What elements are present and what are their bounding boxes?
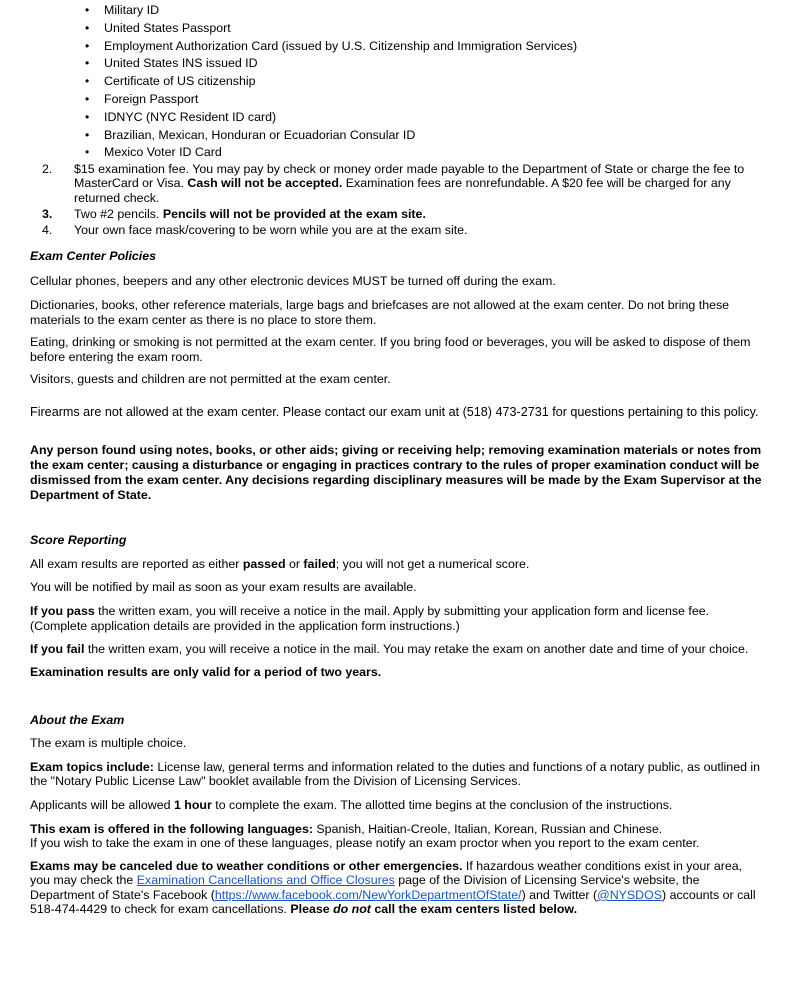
list-item: • Brazilian, Mexican, Honduran or Ecuadorian Consular ID [104, 127, 762, 145]
id-list [30, 2, 762, 162]
list-item: • United States INS issued ID [104, 55, 762, 73]
list-item: • Certificate of US citizenship [104, 73, 762, 91]
list-item: • IDNYC (NYC Resident ID card) [104, 109, 762, 127]
policy-paragraph: Dictionaries, books, other reference materials, large bags and briefcases are not allowed at the exam center. Do not bring these materials to the exam center as there is no place to store them. [30, 298, 730, 327]
list-item: • Mexico Voter ID Card [104, 144, 762, 162]
facebook-link[interactable]: https://www.facebook.com/NewYorkDepartmentOfState/ [214, 887, 522, 902]
policy-paragraph: Eating, drinking or smoking is not permitted at the exam center. If you bring food or beverages, you will be asked to dispose of them before entering the exam room. [30, 335, 751, 364]
score-paragraph: If you pass the written exam, you will receive a notice in the mail. Apply by submitting your application form and license fee. (Complete application details are provided in the application form instructions.) [30, 604, 710, 633]
score-paragraph: If you fail the written exam, you will receive a notice in the mail. You may retake the exam on another date and time of your choice. [30, 642, 749, 657]
list-item: • Employment Authorization Card (issued by U.S. Citizenship and Immigration Services) [104, 38, 762, 56]
requirement-pencils: 3. Two #2 pencils. Pencils will not be provided at the exam site. [42, 206, 426, 221]
section-heading-scores: Score Reporting [30, 533, 127, 548]
requirements-list [30, 162, 762, 237]
about-paragraph: The exam is multiple choice. [30, 735, 187, 750]
section-heading-about: About the Exam [30, 712, 125, 727]
section-heading-policies: Exam Center Policies [30, 249, 157, 264]
about-paragraph: Exams may be canceled due to weather conditions or other emergencies. If hazardous weather conditions exist in your area, you may check the Examination Cancellations and Office Closures page of the Division of Licensing Service's website, the Department of State's Facebook (https://www.facebook.com/NewYorkDepartmentOfState/) and Twitter (@NYSDOS) accounts or call 518-474-4429 to check for exam cancellations. Please do not call the exam centers listed below. [30, 858, 756, 917]
requirement-fee: 2. $15 examination fee. You may pay by check or money order made payable to the Department of State or charge the fee to MasterCard or Visa. Cash will not be accepted. Examination fees are nonrefundable. A $20 fee will be charged for any returned check. [42, 162, 745, 205]
score-paragraph: All exam results are reported as either passed or failed; you will not get a numerical score. [30, 557, 530, 572]
requirement-mask: 4. Your own face mask/covering to be worn while you are at the exam site. [42, 222, 468, 237]
twitter-link[interactable]: @NYSDOS [597, 887, 663, 902]
list-item: • United States Passport [104, 20, 762, 38]
score-paragraph: You will be notified by mail as soon as your exam results are available. [30, 580, 417, 595]
score-validity: Examination results are only valid for a period of two years. [30, 664, 382, 679]
list-item: • Military ID [104, 2, 762, 20]
about-paragraph: Exam topics include: License law, general terms and information related to the duties and functions of a notary public, as outlined in the "Notary Public License Law" booklet available from the Division of Licensing Services. [30, 759, 761, 789]
about-paragraph: Applicants will be allowed 1 hour to complete the exam. The allotted time begins at the conclusion of the instructions. [30, 797, 673, 812]
item-number: 4. [42, 222, 53, 237]
list-item: • Foreign Passport [104, 91, 762, 109]
item-number: 2. [42, 162, 53, 177]
about-paragraph: This exam is offered in the following languages: Spanish, Haitian-Creole, Italian, Korean, Russian and Chinese. If you wish to take the exam in one of these languages, please notify an exam proctor when you report to the exam center. [30, 821, 700, 851]
conduct-warning: Any person found using notes, books, or other aids; giving or receiving help; removing examination materials or notes from the exam center; causing a disturbance or engaging in practices contrary to the rules of proper examination conduct will be dismissed from the exam center. Any decisions regarding disciplinary measures will be made by the Exam Supervisor at the Department of State. [30, 443, 762, 502]
item-number: 3. [42, 206, 53, 221]
policy-paragraph: Cellular phones, beepers and any other electronic devices MUST be turned off during the exam. [30, 274, 556, 289]
cancellations-link[interactable]: Examination Cancellations and Office Closures [136, 873, 395, 888]
firearms-paragraph: Firearms are not allowed at the exam center. Please contact our exam unit at (518) 473-2731 for questions pertaining to this policy. [30, 405, 759, 420]
policy-paragraph: Visitors, guests and children are not permitted at the exam center. [30, 372, 391, 387]
